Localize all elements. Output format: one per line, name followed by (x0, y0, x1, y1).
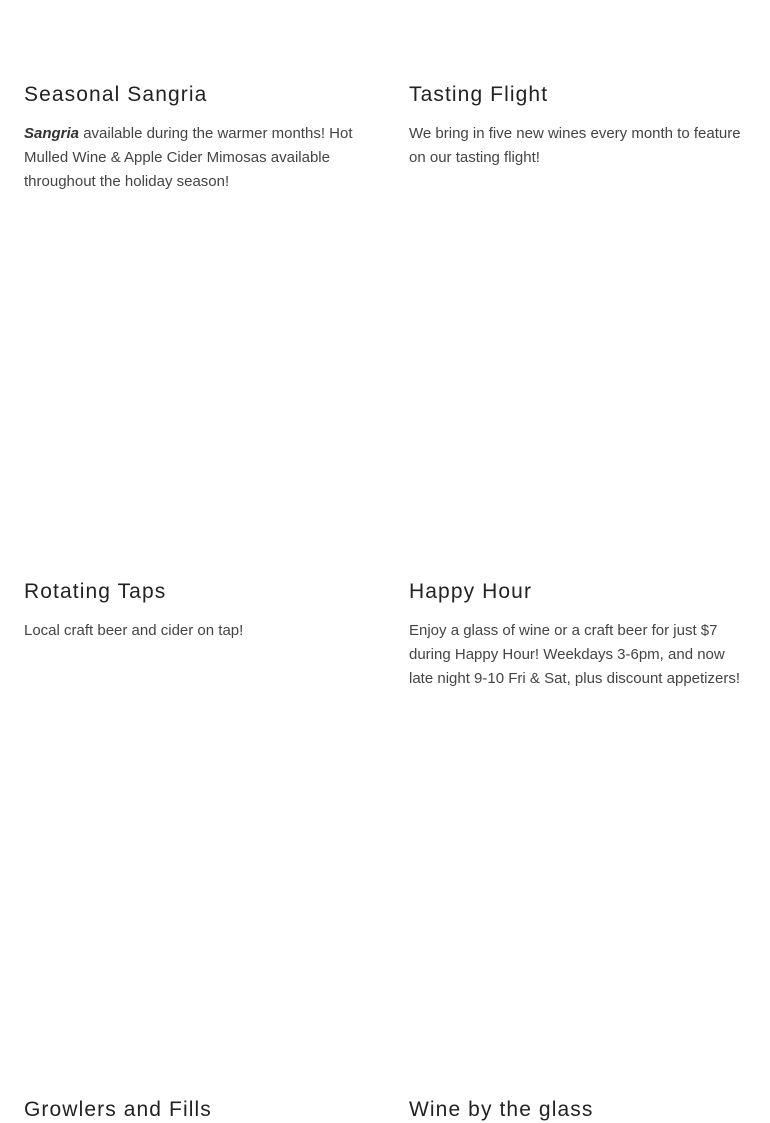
card-description: We bring in five new wines every month to feature on our tasting flight! (409, 125, 741, 166)
card-title: Tasting Flight (409, 83, 549, 106)
card-title: Rotating Taps (24, 580, 167, 603)
card-emphasis: Sangria (24, 125, 80, 142)
card-title: Wine by the glass (409, 1098, 594, 1121)
card-growlers-and-fills (24, 1097, 369, 1123)
card-description (24, 122, 369, 194)
card-title: Happy Hour (409, 580, 533, 603)
card-happy-hour (409, 579, 749, 691)
card-description: Local craft beer and cider on tap! (24, 622, 244, 639)
card-tasting-flight (409, 82, 754, 170)
card-rotating-taps (24, 579, 369, 643)
card-wine-by-the-glass (409, 1097, 754, 1123)
card-title: Growlers and Fills (24, 1098, 212, 1121)
card-seasonal-sangria (24, 82, 369, 194)
card-title: Seasonal Sangria (24, 83, 208, 106)
card-body-text: available during the warmer months! Hot Mulled Wine & Apple Cider Mimosas available throughout the holiday season! (24, 125, 353, 190)
card-description: Enjoy a glass of wine or a craft beer for just $7 during Happy Hour! Weekdays 3-6pm, and now late night 9-10 Fri & Sat, plus discount appetizers! (409, 622, 741, 687)
